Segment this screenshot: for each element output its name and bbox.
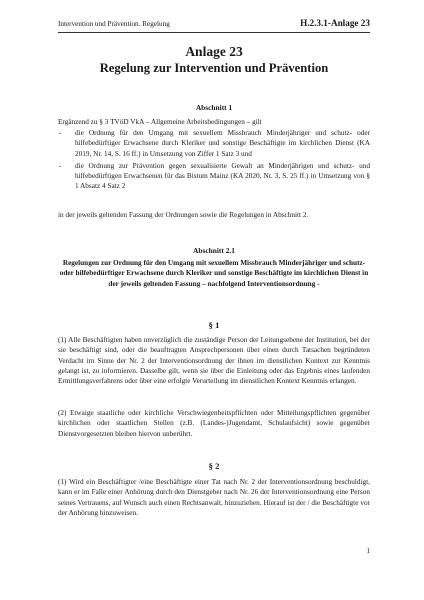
paragraph-1-absatz-1: (1) Alle Beschäftigten haben unverzüglich die zuständige Person der Leitungsebene der Institution, bei der sie beschäftigt sind, oder die beauftragten Ansprechpersonen über einen durch Tatsachen begründeten Verdacht im Sinne der Nr. 2 der Interventionsordnung der ihnen im dienstlichen Kontext zur Kenntnis gelangt ist, zu informieren. Dasselbe gilt, wenn sie über die Einleitung oder das Ergebnis eines laufenden Ermittlungsverfahrens oder über eine erfolgte Verurteilung im dienstlichen Kontext Kenntnis erlangen. (58, 336, 370, 386)
paragraph-2-absatz-1: (1) Wird ein Beschäftigter /eine Beschäftigte einer Tat nach Nr. 2 der Interventionsordnung beschuldigt, kann er im Falle einer Anhörung durch den Dienstgeber nach Nr. 26 der Interventionsordnung eine Person seines Vertrauens, auf Wunsch auch einen Rechtsanwalt, hinzuziehen. Hierauf ist der / die Beschäftigte vor der Anhörung hinzuweisen. (58, 478, 370, 517)
section-1-heading: Abschnitt 1 (195, 103, 233, 112)
page-header (58, 18, 370, 30)
section-2-1-heading: Abschnitt 2.1 (193, 246, 235, 255)
title-line-2: Regelung zur Intervention und Prävention (99, 61, 329, 75)
header-rule (58, 32, 370, 33)
list-item (58, 161, 370, 192)
paragraph-2-symbol: § 2 (208, 461, 220, 471)
section-2-1-subtitle: Regelungen zur Ordnung für den Umgang mit sexuellem Missbrauch Minderjähriger und schutz- oder hilfebedürftiger Erwachsene durch Kleriker und sonstige Beschäftigte im kirchlichen Dienst in der jeweils geltenden Fassung – nachfolgend Interventionsordnung - (59, 259, 369, 288)
list-dash: - (59, 161, 62, 170)
title-line-1: Anlage 23 (185, 44, 243, 59)
paragraph-1-symbol: § 1 (208, 320, 220, 330)
list-dash: - (59, 129, 62, 137)
section-1-list (58, 128, 370, 194)
header-document-code: H.2.3.1-Anlage 23 (300, 18, 370, 28)
page-number: 1 (366, 547, 370, 555)
header-document-title: Intervention und Prävention. Regelung (58, 20, 170, 28)
list-item-text: die Ordnung für den Umgang mit sexuellem Missbrauch Minderjähriger und schutz- oder hilfebedürftiger Erwachsene durch Kleriker und sonstige Beschäftigte im kirchlichen Dienst (KA 2019, Nr. 14, S. 16 ff.) in Umsetzung von Ziffer 1 Satz 3 und (75, 129, 370, 158)
section-1-outro: in der jeweils geltenden Fassung der Ordnungen sowie die Regelungen in Abschnitt 2. (58, 211, 309, 219)
list-item-text: die Ordnung zur Prävention gegen sexualisierte Gewalt an Minderjährigen und schutz- und hilfebedürftigen Erwachsenen für das Bistum Mainz (KA 2020, Nr. 3, S. 25 ff.) in Umsetzung von § 1 Absatz 4 Satz 2 (75, 161, 370, 191)
list-item (58, 128, 370, 159)
paragraph-1-absatz-2: (2) Etwaige staatliche oder kirchliche Verschwiegenheitspflichten oder Mitteilungspflichten gegenüber kirchlichen oder staatlichen Stellen (z.B. (Landes-)Jugendamt, Schulaufsicht) sowie gegenüber Dienstvorgesetzten bleiben hiervon unberührt. (58, 409, 370, 438)
section-1-intro: Ergänzend zu § 3 TVöD VkA – Allgemeine Arbeitsbedingungen – gilt (58, 118, 262, 126)
page-title (58, 44, 370, 76)
